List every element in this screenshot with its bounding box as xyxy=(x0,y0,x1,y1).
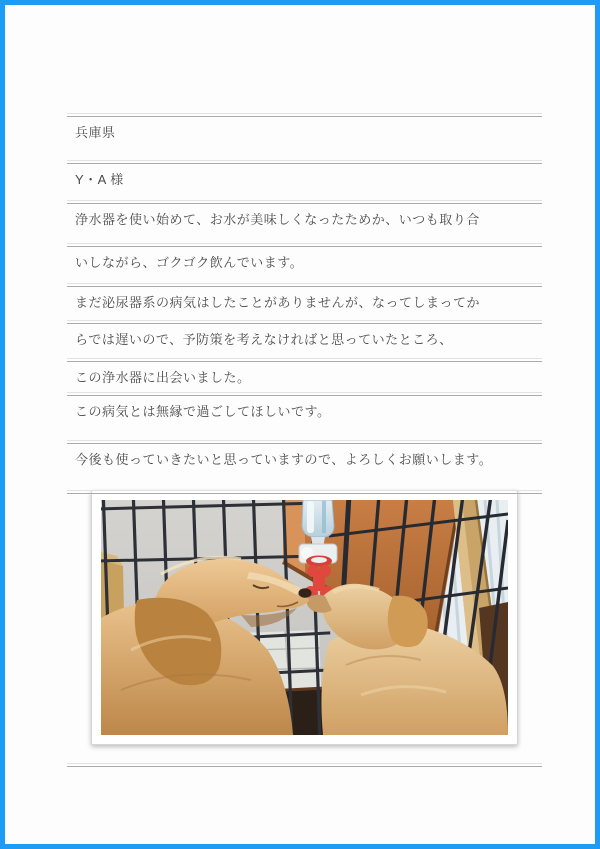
testimonial-line-row xyxy=(67,283,542,320)
customer-location: 兵庫県 xyxy=(75,125,116,140)
testimonial-line: まだ泌尿器系の病気はしたことがありませんが、なってしまってか xyxy=(75,295,481,310)
testimonial-line-row xyxy=(67,320,542,358)
photo-frame xyxy=(91,490,518,745)
testimonial-line-row xyxy=(67,440,542,480)
testimonial-content xyxy=(67,113,542,767)
testimonial-line: この浄水器に出会いました。 xyxy=(75,370,251,385)
customer-name-row xyxy=(67,160,542,200)
testimonial-line: 今後も使っていきたいと思っていますので、よろしくお願いします。 xyxy=(75,452,493,467)
testimonial-line-row xyxy=(67,358,542,392)
testimonial-line-row xyxy=(67,200,542,243)
photo-section xyxy=(67,490,542,767)
customer-location-row xyxy=(67,113,542,160)
testimonial-line: いしながら、ゴクゴク飲んでいます。 xyxy=(75,255,304,270)
testimonial-line: らでは遅いので、予防策を考えなければと思っていたところ、 xyxy=(75,332,453,347)
customer-name: Y・A 様 xyxy=(75,172,124,187)
testimonial-line: この病気とは無縁で過ごしてほしいです。 xyxy=(75,404,331,419)
testimonial-line-row xyxy=(67,243,542,283)
dogs-drinking-photo xyxy=(101,500,508,735)
testimonial-line: 浄水器を使い始めて、お水が美味しくなったためか、いつも取り合 xyxy=(75,212,480,227)
testimonial-line-row xyxy=(67,392,542,440)
